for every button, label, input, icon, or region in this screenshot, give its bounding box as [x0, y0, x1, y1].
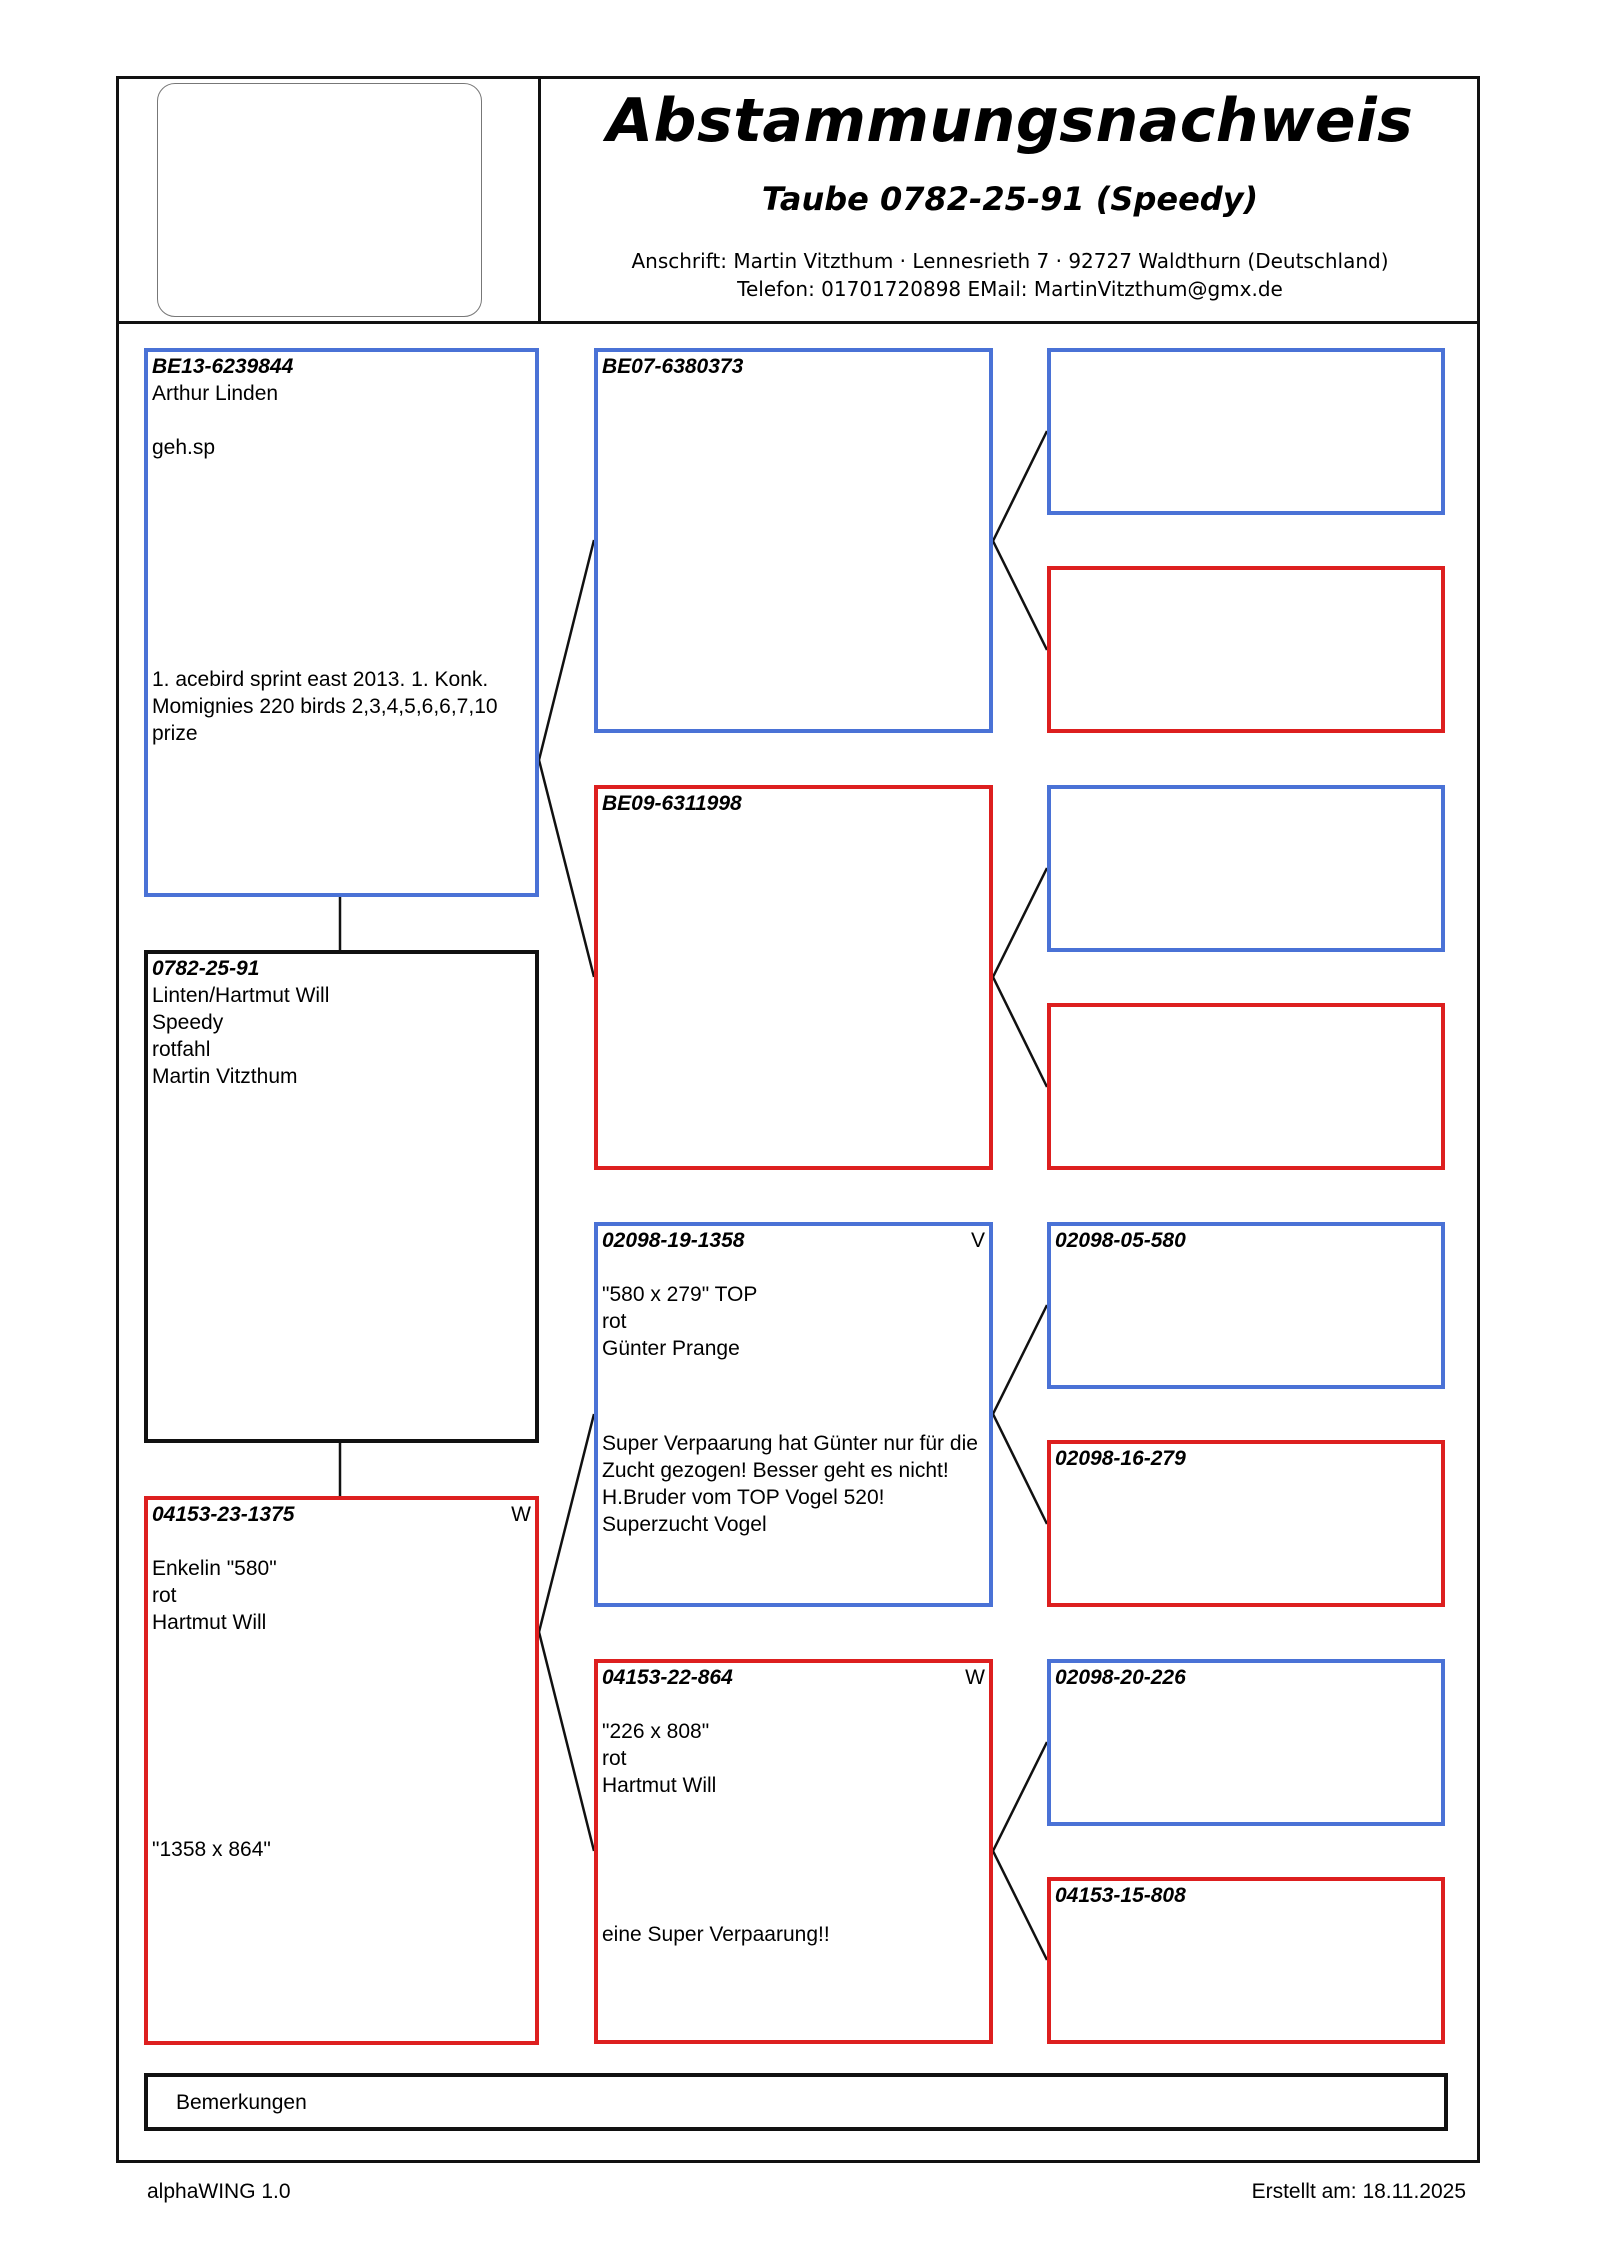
info-line: [152, 407, 531, 434]
header-divider-horizontal: [116, 321, 1480, 324]
info-line: Enkelin "580": [152, 1557, 277, 1580]
ring-number: BE13-6239844: [152, 355, 294, 378]
ring-number: 02098-20-226: [1055, 1666, 1186, 1689]
breeding-note: Super Verpaarung hat Günter nur für die Zucht gezogen! Besser geht es nicht! H.Bruder vom TOP Vogel 520! Superzucht Vogel: [602, 1432, 978, 1536]
info-line: Günter Prange: [602, 1337, 740, 1360]
pedigree-box-mother-father[interactable]: [594, 1222, 993, 1607]
info-line: Speedy: [152, 1011, 224, 1034]
info-line: Linten/Hartmut Will: [152, 984, 330, 1007]
pedigree-box-mfm[interactable]: [1047, 1440, 1445, 1607]
pedigree-box-father-mother[interactable]: [594, 785, 993, 1170]
sex-marker: W: [511, 1503, 531, 1526]
pedigree-box-fmf[interactable]: [1047, 785, 1445, 952]
pedigree-box-mother[interactable]: [144, 1496, 539, 2045]
ring-number: 02098-19-1358: [602, 1229, 745, 1252]
footer-software: alphaWING 1.0: [147, 2180, 291, 2203]
footer-created-date: Erstellt am: 18.11.2025: [1251, 2180, 1466, 2203]
info-line: [152, 1528, 531, 1555]
info-line: "226 x 808": [602, 1720, 710, 1743]
address-line: Anschrift: Martin Vitzthum · Lennesrieth 7 · 92727 Waldthurn (Deutschland): [631, 249, 1389, 273]
sex-marker: V: [970, 1229, 985, 1252]
ring-number: BE07-6380373: [602, 355, 744, 378]
pedigree-box-pigeon[interactable]: [144, 950, 539, 1443]
page-subtitle: Taube 0782-25-91 (Speedy): [761, 180, 1259, 218]
ring-number: BE09-6311998: [602, 792, 742, 815]
pedigree-box-mff[interactable]: [1047, 1222, 1445, 1389]
sex-marker: W: [965, 1666, 985, 1689]
ring-number: 04153-15-808: [1055, 1884, 1186, 1907]
info-line: "580 x 279" TOP: [602, 1283, 758, 1306]
info-line: Hartmut Will: [602, 1774, 717, 1797]
remarks-box[interactable]: [144, 2073, 1448, 2131]
info-line: Hartmut Will: [152, 1611, 267, 1634]
info-line: rot: [602, 1310, 627, 1333]
remarks-label: Bemerkungen: [176, 2091, 307, 2114]
pedigree-box-fff[interactable]: [1047, 348, 1445, 515]
info-line: rot: [602, 1747, 627, 1770]
ring-number: 0782-25-91: [152, 957, 260, 980]
pedigree-box-father-father[interactable]: [594, 348, 993, 733]
ring-number: 02098-16-279: [1055, 1447, 1186, 1470]
pedigree-box-mother-mother[interactable]: [594, 1659, 993, 2044]
pedigree-box-father[interactable]: [144, 348, 539, 897]
info-line: Martin Vitzthum: [152, 1065, 298, 1088]
pedigree-box-ffm[interactable]: [1047, 566, 1445, 733]
pedigree-box-mmm[interactable]: [1047, 1877, 1445, 2044]
photo-placeholder: [157, 83, 482, 317]
pedigree-box-fmm[interactable]: [1047, 1003, 1445, 1170]
breeding-note: eine Super Verpaarung!!: [602, 1923, 830, 1946]
info-line: rot: [152, 1584, 177, 1607]
ring-number: 04153-22-864: [602, 1666, 733, 1689]
ring-number: 02098-05-580: [1055, 1229, 1186, 1252]
info-line: rotfahl: [152, 1038, 211, 1061]
info-line: geh.sp: [152, 436, 216, 459]
breeding-note: "1358 x 864": [152, 1838, 271, 1861]
pedigree-box-mmf[interactable]: [1047, 1659, 1445, 1826]
info-line: [602, 1691, 985, 1718]
info-line: [602, 1254, 985, 1281]
page-title: Abstammungsnachweis: [606, 86, 1414, 156]
ring-number: 04153-23-1375: [152, 1503, 295, 1526]
performance-note: 1. acebird sprint east 2013. 1. Konk. Momignies 220 birds 2,3,4,5,6,6,7,10 prize: [152, 668, 498, 745]
contact-line: Telefon: 01701720898 EMail: MartinVitzthum@gmx.de: [737, 277, 1283, 301]
info-line: Arthur Linden: [152, 382, 279, 405]
